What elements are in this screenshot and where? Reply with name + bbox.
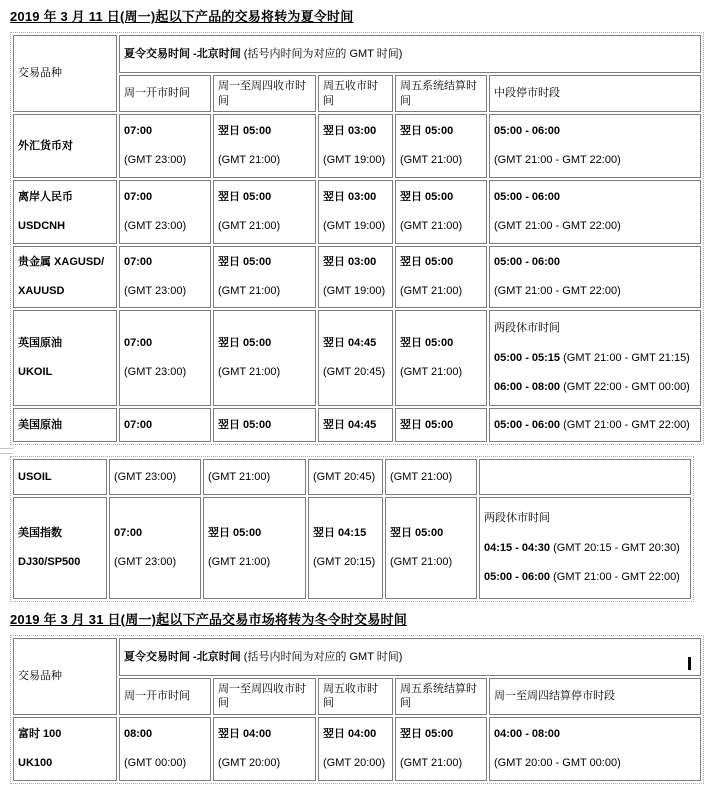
- summer-table-header: [13, 35, 701, 112]
- summer-table-body-part2: [13, 459, 691, 599]
- time-cell: [318, 310, 393, 406]
- cell-line: (GMT 20:45): [323, 366, 386, 379]
- cell-line: 翌日 05:00: [218, 256, 272, 269]
- time-cell: [308, 459, 383, 495]
- time-cell: [213, 310, 316, 406]
- product-cell: [13, 114, 117, 178]
- text-cursor: [688, 657, 691, 670]
- cell-line: 离岸人民币: [18, 191, 73, 204]
- cell-line: 05:00 - 05:15 (GMT 21:00 - GMT 21:15): [494, 351, 690, 364]
- time-cell: [213, 246, 316, 308]
- time-cell: [489, 408, 701, 442]
- summer-table-body-part1: [13, 114, 701, 442]
- cell-line: 08:00: [124, 727, 153, 740]
- time-cell: [203, 497, 306, 599]
- cell-line: (GMT 20:00): [218, 757, 281, 770]
- product-cell: [13, 246, 117, 308]
- page-break-gap: [0, 445, 708, 456]
- time-cell: [395, 408, 487, 442]
- cell-line: UKOIL: [18, 366, 53, 379]
- cell-line: 翌日 04:00: [323, 727, 377, 740]
- cell-line: 翌日 03:00: [323, 125, 377, 138]
- cell-line: (GMT 21:00): [208, 470, 271, 483]
- winter-schedule-table: [10, 635, 704, 784]
- time-cell: [318, 180, 393, 244]
- cell-line: DJ30/SP500: [18, 556, 81, 569]
- cell-line: (GMT 19:00): [323, 154, 386, 167]
- cell-line: 04:00 - 08:00: [494, 727, 561, 740]
- time-cell: [203, 459, 306, 495]
- column-header: 周五系统结算时间: [395, 75, 487, 112]
- cell-line: 07:00: [124, 191, 153, 204]
- table-row: [13, 114, 701, 178]
- column-header: 周一开市时间: [119, 678, 211, 715]
- cell-line: (GMT 21:00): [390, 470, 453, 483]
- cell-line: 翌日 05:00: [218, 191, 272, 204]
- period-header-bold: 夏令交易时间 -北京时间: [124, 650, 241, 663]
- time-cell: [119, 246, 211, 308]
- table-row: [13, 459, 691, 495]
- cell-line: 翌日 04:45: [323, 418, 377, 431]
- cell-line: 富时 100: [18, 727, 62, 740]
- cell-line: 两段休市时间: [494, 322, 560, 335]
- cell-line: 外汇货币对: [18, 139, 73, 152]
- time-cell: [213, 717, 316, 781]
- time-cell: [213, 114, 316, 178]
- cell-line: 05:00 - 06:00: [494, 256, 561, 269]
- time-cell: [395, 717, 487, 781]
- cell-line: (GMT 20:15): [313, 556, 376, 569]
- cell-line: 翌日 05:00: [400, 418, 454, 431]
- page-break-line: [0, 448, 13, 449]
- cell-line: 翌日 05:00: [400, 125, 454, 138]
- cell-line: 07:00: [114, 527, 143, 540]
- cell-line: 翌日 05:00: [218, 418, 272, 431]
- cell-line: (GMT 21:00): [390, 556, 453, 569]
- time-cell: [318, 408, 393, 442]
- period-header-note: (括号内时间为对应的 GMT 时间): [240, 48, 403, 61]
- cell-line: 翌日 05:00: [400, 337, 454, 350]
- cell-line: (GMT 20:00 - GMT 00:00): [494, 757, 621, 770]
- summer-schedule-table-part1: [10, 32, 704, 445]
- cell-line: 翌日 04:15: [313, 527, 367, 540]
- cell-line: (GMT 23:00): [124, 154, 187, 167]
- cell-line: (GMT 21:00 - GMT 22:00): [494, 154, 621, 167]
- cell-line: (GMT 21:00 - GMT 22:00): [494, 220, 621, 233]
- cell-line: (GMT 23:00): [124, 366, 187, 379]
- time-cell: [318, 114, 393, 178]
- column-header: 周五收市时间: [318, 75, 393, 112]
- cell-line: 翌日 05:00: [400, 727, 454, 740]
- cell-line: (GMT 20:00): [323, 757, 386, 770]
- cell-line: 翌日 05:00: [218, 125, 272, 138]
- time-cell: [479, 459, 691, 495]
- cell-line: 翌日 05:00: [218, 337, 272, 350]
- cell-line: XAUUSD: [18, 285, 65, 298]
- cell-line: 贵金属 XAGUSD/: [18, 256, 105, 269]
- time-cell: [213, 180, 316, 244]
- cell-line: 美国原油: [18, 418, 62, 431]
- time-cell: [308, 497, 383, 599]
- product-cell: [13, 497, 107, 599]
- cell-line: (GMT 21:00): [400, 285, 463, 298]
- cell-line: 05:00 - 06:00 (GMT 21:00 - GMT 22:00): [484, 570, 680, 583]
- cell-line: (GMT 21:00): [218, 220, 281, 233]
- table-row: [13, 310, 701, 406]
- column-header: 周一至周四结算停市时段: [489, 678, 701, 715]
- cell-line: USDCNH: [18, 220, 66, 233]
- cell-line: 05:00 - 06:00: [494, 191, 561, 204]
- cell-line: (GMT 00:00): [124, 757, 187, 770]
- cell-line: 英国原油: [18, 337, 62, 350]
- time-cell: [489, 180, 701, 244]
- product-column-header: 交易品种: [13, 35, 117, 112]
- product-cell: [13, 459, 107, 495]
- product-cell: [13, 180, 117, 244]
- cell-line: (GMT 23:00): [124, 220, 187, 233]
- cell-line: 翌日 05:00: [390, 527, 444, 540]
- cell-line: (GMT 19:00): [323, 285, 386, 298]
- time-cell: [489, 717, 701, 781]
- time-cell: [395, 180, 487, 244]
- cell-line: (GMT 21:00): [218, 154, 281, 167]
- period-header: [119, 638, 701, 676]
- period-header: [119, 35, 701, 73]
- column-header: 周一至周四收市时间: [213, 678, 316, 715]
- cell-line: 06:00 - 08:00 (GMT 22:00 - GMT 00:00): [494, 380, 690, 393]
- time-cell: [109, 497, 201, 599]
- cell-line: 翌日 03:00: [323, 191, 377, 204]
- time-cell: [119, 310, 211, 406]
- product-cell: [13, 310, 117, 406]
- time-cell: [213, 408, 316, 442]
- time-cell: [489, 246, 701, 308]
- column-header: 中段停市时段: [489, 75, 701, 112]
- cell-line: 07:00: [124, 125, 153, 138]
- cell-line: 07:00: [124, 337, 153, 350]
- period-header-bold: 夏令交易时间 -北京时间: [124, 48, 241, 61]
- winter-table-header: [13, 638, 701, 715]
- cell-line: 04:15 - 04:30 (GMT 20:15 - GMT 20:30): [484, 541, 680, 554]
- cell-line: (GMT 20:45): [313, 470, 376, 483]
- table-row: [13, 717, 701, 781]
- cell-line: 翌日 05:00: [208, 527, 262, 540]
- cell-line: UK100: [18, 757, 53, 770]
- cell-line: 05:00 - 06:00: [494, 125, 561, 138]
- time-cell: [395, 310, 487, 406]
- cell-line: 翌日 03:00: [323, 256, 377, 269]
- cell-line: (GMT 21:00): [400, 220, 463, 233]
- table-row: [13, 408, 701, 442]
- cell-line: 两段休市时间: [484, 512, 550, 525]
- cell-line: (GMT 23:00): [114, 556, 177, 569]
- page-break-line: [0, 453, 13, 454]
- product-column-header: 交易品种: [13, 638, 117, 715]
- cell-line: USOIL: [18, 470, 52, 483]
- time-cell: [479, 497, 691, 599]
- cell-line: (GMT 23:00): [124, 285, 187, 298]
- winter-schedule-title: 2019 年 3 月 31 日(周一)起以下产品交易市场将转为冬令时交易时间: [10, 611, 407, 627]
- summer-schedule-title: 2019 年 3 月 11 日(周一)起以下产品的交易将转为夏令时间: [10, 9, 354, 24]
- cell-line: (GMT 23:00): [114, 470, 177, 483]
- time-cell: [119, 114, 211, 178]
- time-cell: [119, 408, 211, 442]
- product-cell: [13, 408, 117, 442]
- time-cell: [395, 114, 487, 178]
- cell-line: 07:00: [124, 256, 153, 269]
- column-header: 周五收市时间: [318, 678, 393, 715]
- time-cell: [318, 717, 393, 781]
- time-cell: [109, 459, 201, 495]
- column-header: 周五系统结算时间: [395, 678, 487, 715]
- winter-table-body: [13, 717, 701, 781]
- summer-schedule-table-part2: [10, 456, 694, 602]
- cell-line: 05:00 - 06:00 (GMT 21:00 - GMT 22:00): [494, 418, 690, 431]
- cell-line: (GMT 21:00): [400, 366, 463, 379]
- cell-line: (GMT 21:00): [400, 154, 463, 167]
- time-cell: [119, 717, 211, 781]
- time-cell: [489, 114, 701, 178]
- period-header-note: (括号内时间为对应的 GMT 时间): [240, 650, 403, 663]
- table-row: [13, 497, 691, 599]
- time-cell: [385, 497, 477, 599]
- time-cell: [385, 459, 477, 495]
- cell-line: (GMT 21:00): [218, 285, 281, 298]
- table-row: [13, 246, 701, 308]
- cell-line: 翌日 04:45: [323, 337, 377, 350]
- time-cell: [489, 310, 701, 406]
- column-header: 周一至周四收市时间: [213, 75, 316, 112]
- cell-line: 翌日 04:00: [218, 727, 272, 740]
- table-row: [13, 180, 701, 244]
- cell-line: (GMT 21:00): [218, 366, 281, 379]
- cell-line: (GMT 21:00 - GMT 22:00): [494, 285, 621, 298]
- cell-line: (GMT 19:00): [323, 220, 386, 233]
- cell-line: 翌日 05:00: [400, 256, 454, 269]
- time-cell: [318, 246, 393, 308]
- cell-line: 翌日 05:00: [400, 191, 454, 204]
- cell-line: (GMT 21:00): [208, 556, 271, 569]
- time-cell: [119, 180, 211, 244]
- column-header: 周一开市时间: [119, 75, 211, 112]
- cell-line: 美国指数: [18, 527, 62, 540]
- time-cell: [395, 246, 487, 308]
- cell-line: (GMT 21:00): [400, 757, 463, 770]
- product-cell: [13, 717, 117, 781]
- cell-line: 07:00: [124, 418, 153, 431]
